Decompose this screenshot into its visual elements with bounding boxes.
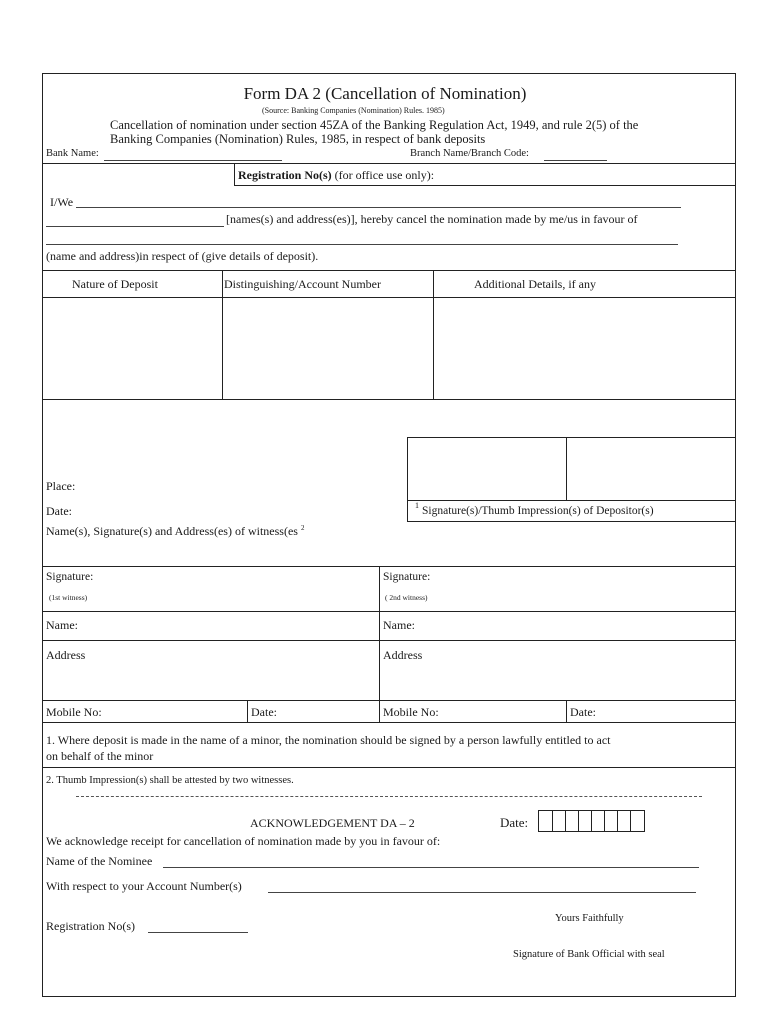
reg-row-bottom [234, 185, 736, 186]
sig-box-left [407, 437, 408, 522]
notes-separator [42, 767, 736, 768]
sig-box-mid [566, 437, 567, 500]
table-header-account: Distinguishing/Account Number [224, 277, 381, 291]
note-2: 2. Thumb Impression(s) shall be attested by two witnesses. [46, 775, 294, 786]
ack-account-field[interactable] [268, 892, 696, 893]
table-top [42, 270, 736, 271]
witness2-name-label: Name: [383, 618, 415, 632]
ack-registration-field[interactable] [148, 932, 248, 933]
branch-field[interactable] [544, 160, 607, 161]
yours-faithfully: Yours Faithfully [555, 913, 624, 924]
reg-row-divider [234, 163, 235, 185]
branch-label: Branch Name/Branch Code: [410, 148, 529, 159]
nominee-field[interactable] [46, 244, 678, 245]
bank-name-label: Bank Name: [46, 148, 99, 159]
depositor-signature-area-2[interactable] [568, 439, 734, 499]
table-col-1 [222, 270, 223, 400]
table-col-2 [433, 270, 434, 400]
names-field[interactable] [46, 226, 224, 227]
subtitle-line-2: Banking Companies (Nomination) Rules, 1985, in respect of bank deposits [110, 132, 486, 146]
subtitle-line-1: Cancellation of nomination under section 45ZA of the Banking Regulation Act, 1949, and rule 2(5) of the [110, 118, 639, 132]
witness-heading [46, 524, 304, 539]
ack-date-label: Date: [500, 815, 529, 830]
witness-row-1 [42, 611, 736, 612]
mobile-divider-left [247, 700, 248, 723]
form-title: Form DA 2 (Cancellation of Nomination) [243, 84, 527, 103]
ack-nominee-label: Name of the Nominee [46, 854, 153, 868]
witness2-mobile-label: Mobile No: [383, 705, 439, 719]
witness1-date-label: Date: [251, 705, 277, 719]
witness1-name-label: Name: [46, 618, 78, 632]
ack-receipt-text: We acknowledge receipt for cancellation of nomination made by you in favour of: [46, 834, 441, 848]
sig-box-top [407, 437, 736, 438]
witness2-signature-label: Signature: [383, 571, 431, 583]
depositor-signature-area-1[interactable] [409, 439, 565, 499]
witness-heading-text: Name(s), Signature(s) and Address(es) of witness(es [46, 524, 298, 538]
witness-row-3 [42, 700, 736, 701]
note-1-line-1: 1. Where deposit is made in the name of a minor, the nomination should be signed by a person lawfully entitled to act [46, 733, 611, 747]
iwe-field[interactable] [76, 207, 681, 208]
registration-label-rest: (for office use only): [331, 168, 435, 182]
ack-account-label: With respect to your Account Number(s) [46, 879, 242, 893]
table-cell-nature[interactable] [44, 299, 221, 398]
witness1-address-label: Address [46, 648, 86, 662]
mobile-divider-right [566, 700, 567, 723]
witness2-date-label: Date: [570, 705, 596, 719]
sig-box-sep [407, 500, 736, 501]
ack-date-boxes[interactable] [538, 810, 645, 832]
names-text: [names(s) and address(es)], hereby cancel the nomination made by me/us in favour of [226, 212, 638, 226]
reg-row-top [42, 163, 736, 164]
source-note: (Source: Banking Companies (Nomination) Rules. 1985) [262, 106, 445, 115]
ack-nominee-field[interactable] [163, 867, 699, 868]
registration-label-bold: Registration No(s) [238, 168, 332, 182]
frame-top [42, 73, 736, 74]
depositor-signature-label: Signature(s)/Thumb Impression(s) of Depositor(s) [422, 505, 654, 517]
witness-row-2 [42, 640, 736, 641]
depositor-sig-sup: 1 [415, 501, 419, 510]
registration-label [238, 168, 434, 183]
note-1-line-2: on behalf of the minor [46, 749, 154, 763]
date-label: Date: [46, 504, 72, 518]
ack-registration-label: Registration No(s) [46, 919, 135, 933]
witness2-note: ( 2nd witness) [385, 593, 428, 602]
deposit-text: (name and address)in respect of (give details of deposit). [46, 249, 319, 263]
witness1-signature-label: Signature: [46, 571, 94, 583]
place-label: Place: [46, 479, 76, 493]
table-cell-account[interactable] [224, 299, 432, 398]
witness-heading-sup: 2 [300, 524, 305, 532]
bank-name-field[interactable] [104, 160, 282, 161]
witness-top [42, 566, 736, 567]
sig-box-bottom [407, 521, 736, 522]
signature-bank-official: Signature of Bank Official with seal [513, 949, 665, 960]
witness1-mobile-label: Mobile No: [46, 705, 102, 719]
cut-line [76, 796, 702, 797]
iwe-label: I/We [50, 195, 74, 209]
table-cell-additional[interactable] [435, 299, 734, 398]
witness2-address-label: Address [383, 648, 423, 662]
witness-row-4 [42, 722, 736, 723]
frame-left [42, 73, 43, 997]
frame-bottom [42, 996, 736, 997]
table-header-additional: Additional Details, if any [474, 277, 596, 291]
table-header-nature: Nature of Deposit [72, 277, 158, 291]
ack-title: ACKNOWLEDGEMENT DA – 2 [250, 816, 415, 830]
witness1-note: (1st witness) [49, 593, 88, 602]
table-header-bottom [42, 297, 736, 298]
table-bottom [42, 399, 736, 400]
frame-right [735, 73, 736, 997]
